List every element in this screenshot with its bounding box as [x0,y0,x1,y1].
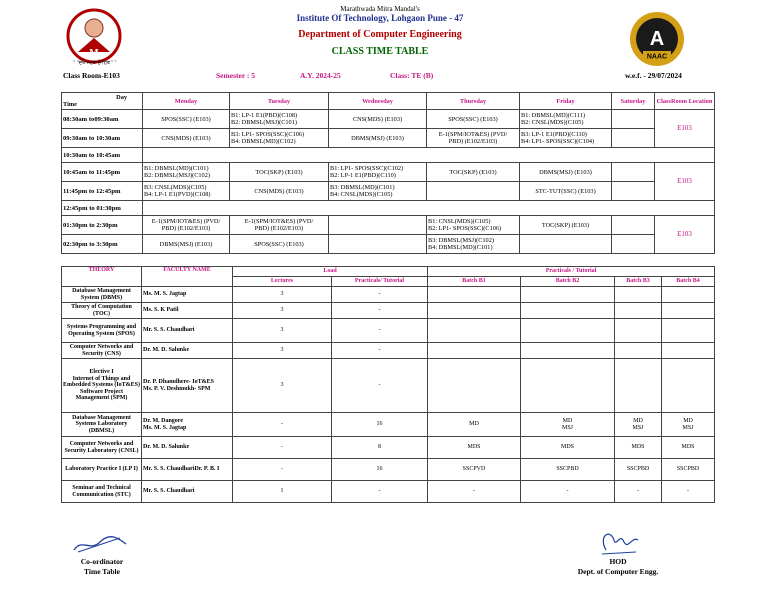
logo-motto: " "ਦੋਖੋ ਮਹਤਾਚੇ ਹਿਤ " " [73,61,117,66]
slot-cell: CNS(MDS) (E103) [329,110,427,129]
subject-cell: Seminar and Technical Communication (STC) [62,481,142,503]
time-slot: 10:45am to 11:45pm [62,163,143,182]
location-cell: E103 [655,110,715,148]
dept-label: Dept. of Computer Engg. [577,567,659,576]
semester: Semester : 5 [216,71,256,80]
subject-cell: Systems Programming and Operating System (SPOS) [62,319,142,343]
faculty-cell: Mr. S. S. Chaudhari [142,481,233,503]
batch-b4-cell [662,303,715,319]
batch-b4-cell [662,343,715,359]
batch-b1-cell: MDS [428,437,521,459]
time-slot: 01:30pm to 2:30pm [62,216,143,235]
batch-b1-cell [428,343,521,359]
slot-cell [612,216,655,235]
batch-b2-cell: MD MSJ [521,413,615,437]
slot-cell [612,235,655,254]
batch-b1-cell [428,303,521,319]
faculty-cell: Dr. M. Dangore Ms. M. S. Jagtap [142,413,233,437]
batch-b4-cell [662,319,715,343]
location-cell: E103 [655,163,715,201]
slot-cell: DBMS(MSJ) (E103) [143,235,230,254]
batch-b2-cell [521,287,615,303]
batch-b3-cell: SSCPBD [615,459,662,481]
faculty-cell: Dr. M. D. Salunke [142,437,233,459]
break-time: 12:45pm to 01:30pm [62,201,143,216]
batch-b2-cell [521,303,615,319]
batch-b2-cell: SSCPBD [521,459,615,481]
department-name: Department of Computer Engineering [298,29,462,40]
wef-date: w.e.f. - 29/07/2024 [625,71,682,80]
practicals-cell: 16 [332,459,428,481]
batch-b2-cell [521,319,615,343]
subject-cell: Database Management Systems Laboratory (DBMSL) [62,413,142,437]
slot-cell: B1: LP1- SPOS(SSC)(C102) B2: LP-1 E1(PBD)(C110) [329,163,427,182]
location-header: ClassRoom Location [655,93,715,110]
slot-cell [612,129,655,148]
faculty-cell: Mr. S. S. ChaudhariDr. P. B. I [142,459,233,481]
batch-b4-cell: MD MSJ [662,413,715,437]
day-header-tuesday: Tuesday [230,93,329,110]
slot-cell: SPOS(SSC) (E103) [143,110,230,129]
batch-b2-cell: MDS [521,437,615,459]
batch-b3-cell: MDS [615,437,662,459]
batch-b4-cell: - [662,481,715,503]
practicals-cell: - [332,287,428,303]
time-table [61,92,715,254]
slot-cell: DBMS(MSJ) (E103) [329,129,427,148]
subject-cell: Theory of Computation (TOC) [62,303,142,319]
day-header-monday: Monday [143,93,230,110]
day-header-saturday: Saturday [612,93,655,110]
break-time: 10:30am to 10:45am [62,148,143,163]
prac-tut-header: Practicals/ Tutorial [332,277,428,287]
naac-badge [629,11,685,67]
slot-cell [329,235,427,254]
batch-b4-header: Batch B4 [662,277,715,287]
practicals-cell: - [332,303,428,319]
slot-cell [612,163,655,182]
day-header-wednesday: Wednesday [329,93,427,110]
slot-cell [612,110,655,129]
batch-b1-cell: - [428,481,521,503]
doc-title: CLASS TIME TABLE [331,46,429,57]
batch-b4-cell: SSCPBD [662,459,715,481]
subject-cell: Database Management System (DBMS) [62,287,142,303]
slot-cell: DBMS(MSJ) (E103) [520,163,612,182]
lectures-cell: 3 [233,287,332,303]
slot-cell: SPOS(SSC) (E103) [230,235,329,254]
lectures-cell: - [233,459,332,481]
time-slot: 08:30am to09:30am [62,110,143,129]
batch-b1-cell [428,359,521,413]
slot-cell: E-1(SPM/IOT&ES) (PVD/ PBD) (E102/E103) [230,216,329,235]
slot-cell [427,182,520,201]
faculty-load-table [61,266,715,503]
institute-name: Institute Of Technology, Lohgaon Pune - 47 [296,13,464,23]
lectures-cell: - [233,413,332,437]
subject-cell: Computer Networks and Security Laboratory (CNSL) [62,437,142,459]
faculty-name-header: FACULTY NAME [142,267,233,287]
slot-cell: TOC(SKP) (E103) [230,163,329,182]
batch-b3-cell [615,303,662,319]
batch-b3-cell: - [615,481,662,503]
batch-b2-header: Batch B2 [521,277,615,287]
slot-cell: TOC(SKP) (E103) [520,216,612,235]
faculty-cell: Dr. M. D. Salunke [142,343,233,359]
slot-cell: STC-TUT(SSC) (E103) [520,182,612,201]
batch-b3-cell [615,319,662,343]
institute-logo [66,8,122,64]
timetable-label: Time Table [84,567,120,576]
faculty-cell: Mr. S. S. Chaudhari [142,319,233,343]
day-header-thursday: Thursday [427,93,520,110]
slot-cell: B3: LP1- SPOS(SSC)(C106) B4: DBMSL(MD)(C102) [230,129,329,148]
batch-b3-cell [615,287,662,303]
time-slot: 02:30pm to 3:30pm [62,235,143,254]
time-slot: 09:30am to 10:30am [62,129,143,148]
practicals-cell: - [332,319,428,343]
slot-cell: B1: LP-1 E1(PBD)(C108) B2: DBMSL(MSJ)(C101) [230,110,329,129]
slot-cell: B1: CNSL(MDS)(C105) B2: LP1- SPOS(SSC)(C106) [427,216,520,235]
subject-cell: Elective I Internet of Things and Embedded Systems (IoT&ES) Software Project Management (SPM) [62,359,142,413]
batch-b1-header: Batch B1 [428,277,521,287]
slot-cell [329,216,427,235]
lectures-cell: 3 [233,303,332,319]
lectures-cell: - [233,437,332,459]
svg-text:M: M [89,48,99,59]
batch-b1-cell [428,287,521,303]
practicals-cell: 16 [332,413,428,437]
batch-b2-cell: - [521,481,615,503]
day-header-friday: Friday [520,93,612,110]
practicals-cell: - [332,481,428,503]
faculty-cell: Dr. P. Dhamdhere- IoT&ES Ms. P. V. Deshmukh- SPM [142,359,233,413]
slot-cell: B3: CNSL(MDS)(C105) B4: LP-1 E1(PVD)(C108) [143,182,230,201]
theory-header: THEORY [62,267,142,287]
slot-cell: B1: DBMSL(MD)(C101) B2: DBMSL(MSJ)(C102) [143,163,230,182]
batch-b1-cell [428,319,521,343]
slot-cell: E-1(SPM/IOT&ES) (PVD/ PBD) (E102/E103) [143,216,230,235]
slot-cell: TOC(SKP) (E103) [427,163,520,182]
slot-cell: B1: DBMSL(MD)(C111) B2: CNSL(MDS)(C105) [520,110,612,129]
trust-name: Marathwada Mitra Mandal's [340,5,420,13]
slot-cell: SPOS(SSC) (E103) [427,110,520,129]
lectures-cell: 3 [233,359,332,413]
batch-b4-cell [662,287,715,303]
batch-b3-cell [615,343,662,359]
load-header: Load [233,267,428,277]
subject-cell: Computer Networks and Security (CNS) [62,343,142,359]
batch-b1-cell: SSCPVD [428,459,521,481]
slot-cell: CNS(MDS) (E103) [230,182,329,201]
practicals-cell: - [332,359,428,413]
slot-cell [612,182,655,201]
time-slot: 11:45pm to 12:45pm [62,182,143,201]
practicals-cell: 8 [332,437,428,459]
batch-b1-cell: MD [428,413,521,437]
faculty-cell: Ms. S. K Patil [142,303,233,319]
coordinator-label: Co-ordinator [80,557,124,566]
academic-year: A.Y. 2024-25 [300,71,341,80]
slot-cell: B3: DBMSL(MD)(C101) B4: CNSL(MDS)(C105) [329,182,427,201]
slot-cell: B3: DBMSL(MSJ)(C102) B4: DBMSL(MD)(C101) [427,235,520,254]
lectures-header: Lectures [233,277,332,287]
naac-grade: A [649,28,665,50]
slot-cell: E-1(SPM/IOT&ES) (PVD/ PBD) (E102/E103) [427,129,520,148]
break-row [143,201,715,216]
practicals-header: Practicals / Tutorial [428,267,715,277]
batch-b4-cell [662,359,715,413]
batch-b3-cell [615,359,662,413]
lectures-cell: 3 [233,343,332,359]
lectures-cell: 1 [233,481,332,503]
batch-b3-cell: MD MSJ [615,413,662,437]
corner-cell: Day Time [62,93,143,110]
lectures-cell: 3 [233,319,332,343]
hod-label: HOD [609,557,627,566]
subject-cell: Laboratory Practice I (LP I) [62,459,142,481]
batch-b2-cell [521,359,615,413]
batch-b4-cell: MDS [662,437,715,459]
slot-cell: B3: LP-1 E1(PBD)(C110) B4: LP1- SPOS(SSC)(C104) [520,129,612,148]
faculty-cell: Ms. M. S. Jagtap [142,287,233,303]
break-row [143,148,715,163]
batch-b3-header: Batch B3 [615,277,662,287]
practicals-cell: - [332,343,428,359]
slot-cell [520,235,612,254]
naac-text: NAAC [646,53,668,61]
slot-cell: CNS(MDS) (E103) [143,129,230,148]
batch-b2-cell [521,343,615,359]
class-room: Class Room-E103 [63,71,120,80]
location-cell: E103 [655,216,715,254]
class-name: Class: TE (B) [390,71,434,80]
